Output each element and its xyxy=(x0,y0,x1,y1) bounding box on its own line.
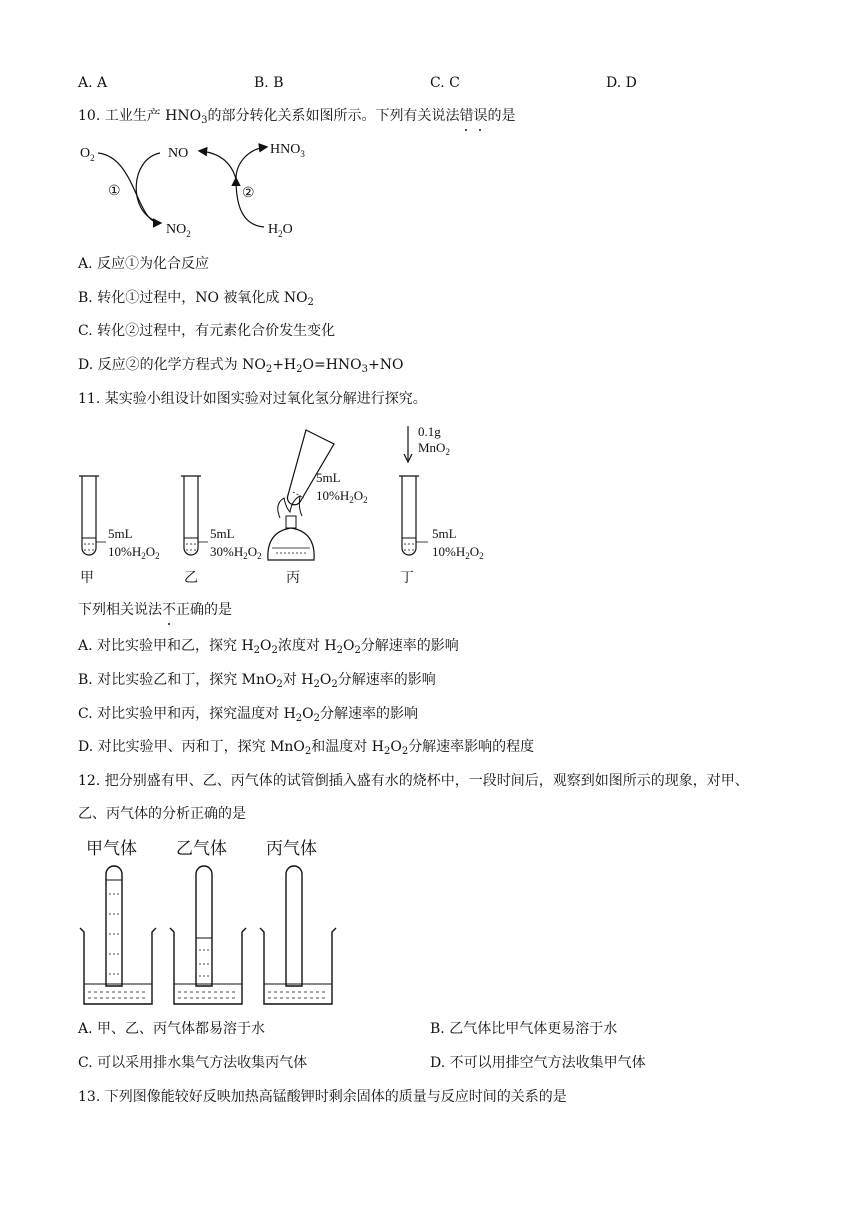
q11-option-d: D. 对比实验甲、丙和丁，探究 MnO$_2$和温度对 $H_2O_2$分解速率影响的程度 xyxy=(78,739,535,757)
tube-jia xyxy=(79,476,160,586)
arrow-no-branch xyxy=(136,153,160,221)
option-b: B. B xyxy=(254,75,284,91)
svg-text:丁: 丁 xyxy=(400,570,414,586)
beaker-bing xyxy=(260,866,336,1004)
step-2-marker: ② xyxy=(242,186,255,201)
option-a: A. A xyxy=(78,75,108,91)
q11-option-a: A. 对比实验甲和乙，探究 $H_2O_2$浓度对 $H_2O_2$分解速率的影响 xyxy=(78,638,459,656)
option-c: C. C xyxy=(430,75,460,91)
tube-ding xyxy=(399,424,484,586)
svg-text:甲: 甲 xyxy=(80,570,94,586)
option-d: D. D xyxy=(606,75,637,91)
svg-text:MnO2: MnO$_2$ xyxy=(418,440,450,457)
nitric-acid-cycle-diagram xyxy=(72,135,332,245)
q10-option-d: D. 反应②的化学方程式为 $NO_2+H_2O=HNO_3+NO$ xyxy=(78,357,404,375)
svg-text:30%H2O2: $30\%H_2O_2$ xyxy=(210,544,262,561)
svg-text:5mL: 5mL xyxy=(210,526,235,541)
tube-bing-with-burner xyxy=(268,430,368,586)
svg-text:乙气体: 乙气体 xyxy=(176,839,227,859)
question-12-stem-line2: 乙、丙气体的分析正确的是 xyxy=(78,806,246,822)
svg-text:乙: 乙 xyxy=(184,570,198,586)
arrow-to-no xyxy=(200,151,236,179)
gas-solubility-diagram xyxy=(76,834,346,1009)
question-13-stem: 13. 下列图像能较好反映加热高锰酸钾时剩余固体的质量与反应时间的关系的是 xyxy=(78,1089,567,1105)
hno3-label: $HNO_3$ xyxy=(270,142,305,159)
svg-text:丙: 丙 xyxy=(286,570,300,586)
h2o-label: $H_2O$ xyxy=(268,222,293,239)
o2-label: $O_2$ xyxy=(80,146,95,163)
beaker-jia xyxy=(80,866,156,1004)
svg-text:甲气体: 甲气体 xyxy=(86,839,137,859)
question-11-prompt: 下列相关说法不正确的是 xyxy=(78,602,232,618)
no-label: NO xyxy=(168,146,189,161)
arrow-to-hno3 xyxy=(236,147,266,179)
svg-text:5mL: 5mL xyxy=(432,526,457,541)
q11-option-b: B. 对比实验乙和丁，探究 MnO$_2$对 $H_2O_2$分解速率的影响 xyxy=(78,672,436,690)
tube-yi xyxy=(181,476,262,586)
q11-option-c: C. 对比实验甲和丙，探究温度对 $H_2O_2$分解速率的影响 xyxy=(78,706,419,724)
svg-text:5mL: 5mL xyxy=(108,526,133,541)
svg-text:0.1g: 0.1g xyxy=(418,424,441,439)
q12-option-a: A. 甲、乙、丙气体都易溶于水 xyxy=(78,1021,266,1037)
q12-option-c: C. 可以采用排水集气方法收集丙气体 xyxy=(78,1055,308,1071)
svg-text:10%H2O2: $10\%H_2O_2$ xyxy=(316,488,368,505)
svg-text:10%H2O2: $10\%H_2O_2$ xyxy=(432,544,484,561)
q12-option-d: D. 不可以用排空气方法收集甲气体 xyxy=(430,1055,646,1071)
q10-option-c: C. 转化②过程中，有元素化合价发生变化 xyxy=(78,323,336,339)
q10-option-b: B. 转化①过程中，NO 被氧化成 $NO_2$ xyxy=(78,290,314,308)
question-10-stem: 10. 工业生产 $HNO_3$的部分转化关系如图所示。下列有关说法错误的是 xyxy=(78,108,516,126)
svg-text:丙气体: 丙气体 xyxy=(266,839,317,859)
test-tube-experiment-diagram xyxy=(72,420,512,590)
no2-label: $NO_2$ xyxy=(166,222,191,239)
question-11-stem: 11. 某实验小组设计如图实验对过氧化氢分解进行探究。 xyxy=(78,391,427,407)
step-1-marker: ① xyxy=(108,184,121,199)
q12-option-b: B. 乙气体比甲气体更易溶于水 xyxy=(430,1021,618,1037)
svg-text:10%H2O2: $10\%H_2O_2$ xyxy=(108,544,160,561)
q10-option-a: A. 反应①为化合反应 xyxy=(78,256,210,272)
svg-text:5mL: 5mL xyxy=(316,470,341,485)
question-12-stem-line1: 12. 把分别盛有甲、乙、丙气体的试管倒插入盛有水的烧杯中，一段时间后，观察到如图所示的现象，对甲、 xyxy=(78,773,749,789)
beaker-yi xyxy=(170,866,246,1004)
